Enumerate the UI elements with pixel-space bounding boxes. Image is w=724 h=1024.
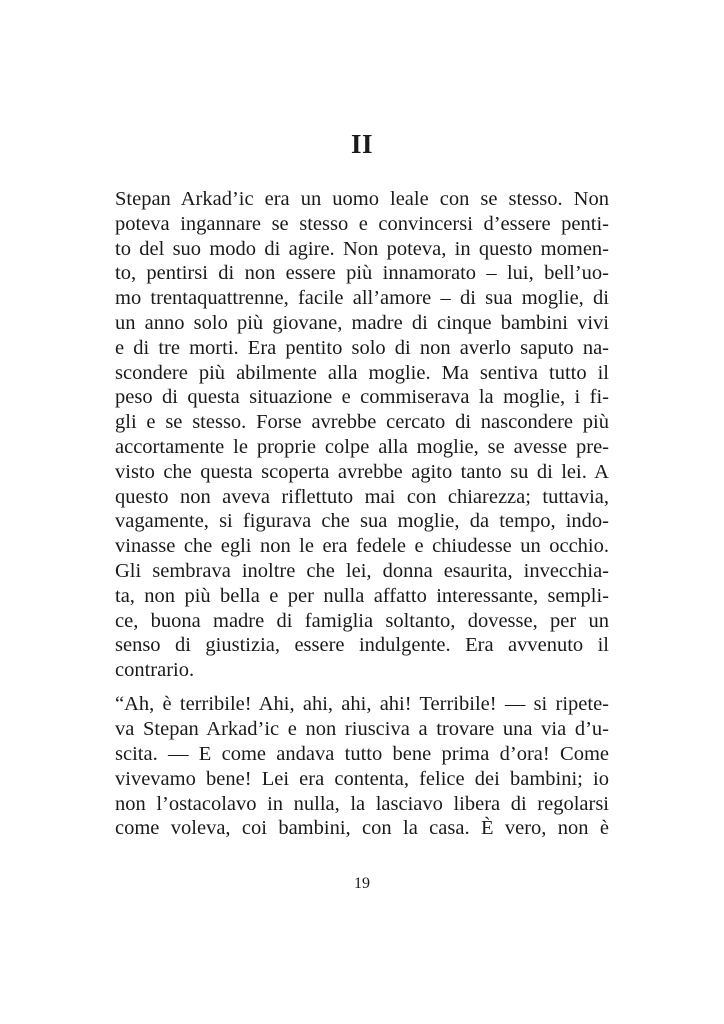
text-line: contrario. — [115, 659, 195, 682]
text-line: vagamente, si figurava che sua moglie, da tempo, indo- — [115, 510, 609, 533]
text-line: scita. — E come andava tutto bene prima d’ora! Come — [115, 743, 609, 766]
text-line: visto che questa scoperta avrebbe agito tanto su di lei. A — [115, 460, 609, 483]
text-line: vinasse che egli non le era fedele e chiudesse un occhio. — [115, 535, 609, 558]
text-line: questo non aveva riflettuto mai con chiarezza; tuttavia, — [115, 485, 609, 508]
paragraph-1 — [115, 187, 609, 683]
text-line: mo trentaquattrenne, facile all’amore – di sua moglie, di — [115, 287, 609, 310]
text-line: gli e se stesso. Forse avrebbe cercato di nascondere più — [115, 411, 609, 434]
text-line: accortamente le proprie colpe alla moglie, se avesse pre- — [115, 435, 609, 458]
text-line: scondere più abilmente alla moglie. Ma sentiva tutto il — [115, 361, 609, 384]
text-line: vivevamo bene! Lei era contenta, felice dei bambini; io — [115, 767, 609, 790]
text-line: e di tre morti. Era pentito solo di non averlo saputo na- — [115, 336, 609, 359]
text-line: va Stepan Arkad’ic e non riusciva a trovare una via d’u- — [115, 718, 609, 741]
chapter-title: II — [350, 129, 373, 159]
text-line: ta, non più bella e per nulla affatto interessante, sempli- — [115, 584, 609, 607]
text-line: ce, buona madre di famiglia soltanto, dovesse, per un — [115, 609, 609, 632]
body-text — [115, 187, 609, 841]
text-line: come voleva, coi bambini, con la casa. È vero, non è — [115, 817, 609, 840]
text-line: peso di questa situazione e commiserava la moglie, i fi- — [115, 386, 609, 409]
text-line: un anno solo più giovane, madre di cinque bambini vivi — [115, 311, 609, 334]
text-line: Gli sembrava inoltre che lei, donna esaurita, invecchia- — [115, 559, 609, 582]
text-line: to del suo modo di agire. Non poteva, in questo momen- — [115, 237, 609, 260]
text-line: to, pentirsi di non essere più innamorato – lui, bell’uo- — [115, 262, 609, 285]
text-line: “Ah, è terribile! Ahi, ahi, ahi, ahi! Terribile! — si ripete- — [115, 693, 609, 716]
text-line: Stepan Arkad’ic era un uomo leale con se stesso. Non — [115, 188, 609, 210]
page-number: 19 — [354, 875, 370, 892]
paragraph-2 — [115, 692, 609, 841]
text-line: senso di giustizia, essere indulgente. Era avvenuto il — [115, 634, 609, 657]
text-line: poteva ingannare se stesso e convincersi d’essere penti- — [115, 212, 609, 235]
text-line: non l’ostacolavo in nulla, la lasciavo libera di regolarsi — [115, 792, 609, 815]
